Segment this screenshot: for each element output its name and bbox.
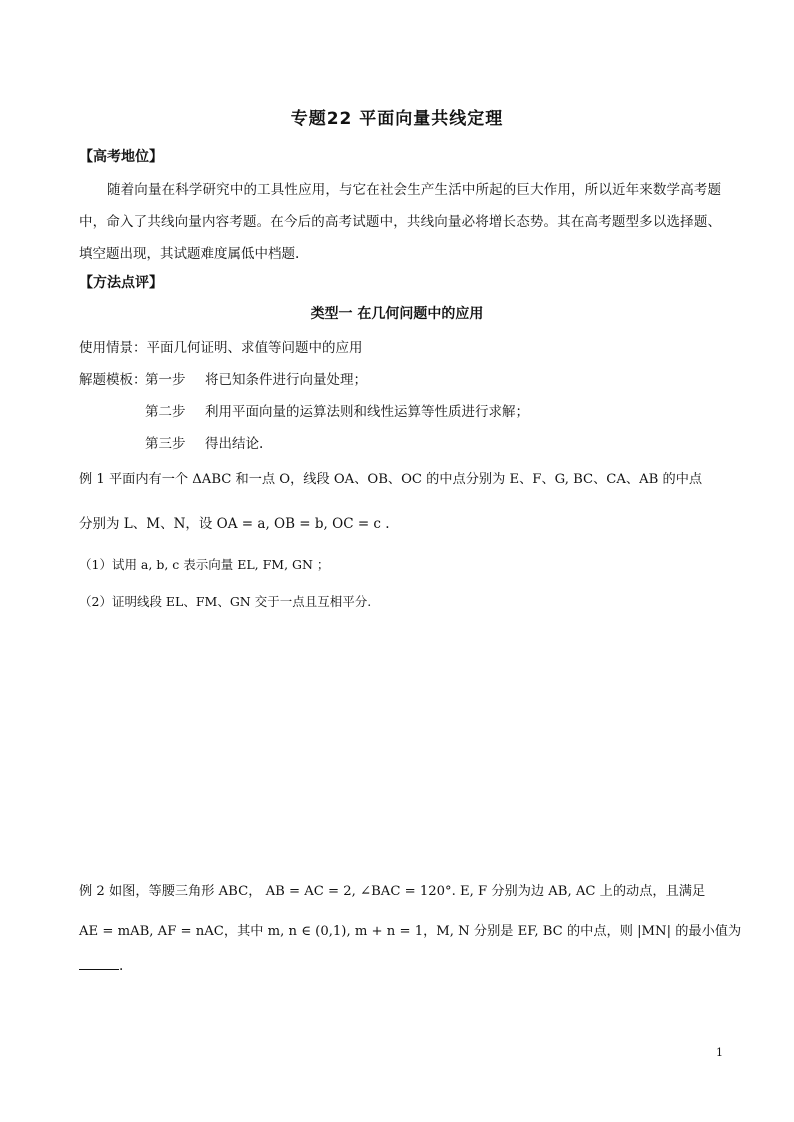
section-heading-method: 【方法点评】: [79, 275, 163, 291]
example1-line1: 例 1 平面内有一个 ΔABC 和一点 O，线段 OA、OB、OC 的中点分别为 E、F、G, BC、CA、AB 的中点: [79, 472, 703, 487]
type1-heading: 类型一 在几何问题中的应用: [310, 306, 484, 322]
page-number: 1: [716, 1046, 723, 1059]
example1-question2: （2）证明线段 EL、FM、GN 交于一点且互相平分.: [79, 594, 372, 609]
section-heading-position: 【高考地位】: [79, 149, 163, 165]
example1-line2: 分别为 L、M、N，设 OA = a, OB = b, OC = c .: [79, 516, 390, 532]
step-3-text: 得出结论.: [205, 436, 264, 452]
usage-line: 使用情景：平面几何证明、求值等问题中的应用: [79, 340, 363, 356]
step-3-num: 第三步: [145, 436, 186, 452]
example2-line2: AE = mAB, AF = nAC，其中 m, n ∈ (0,1), m + n = 1，M, N 分别是 EF, BC 的中点，则 |MN| 的最小值为: [79, 924, 742, 939]
step-2-num: 第二步: [145, 404, 186, 420]
intro-paragraph: 随着向量在科学研究中的工具性应用，与它在社会生产生活中所起的巨大作用，所以近年来数学高考题中，命入了共线向量内容考题。在今后的高考试题中，共线向量必将增长态势。其在高考题型多以选择题、填空题出现，其试题难度属低中档题.: [79, 182, 721, 262]
template-label: 解题模板：: [79, 372, 147, 388]
example2-line1: 例 2 如图，等腰三角形 ABC， AB = AC = 2, ∠BAC = 120°. E, F 分别为边 AB, AC 上的动点，且满足: [79, 884, 706, 899]
step-1-text: 将已知条件进行向量处理；: [205, 372, 367, 388]
example2-line3: .: [119, 958, 124, 974]
step-2-text: 利用平面向量的运算法则和线性运算等性质进行求解；: [205, 404, 529, 420]
page-title: 专题22 平面向量共线定理: [290, 109, 504, 129]
example2-answer-line: [79, 958, 123, 974]
step-1-num: 第一步: [145, 372, 186, 388]
answer-blank: [79, 959, 119, 970]
example1-question1: （1）试用 a, b, c 表示向量 EL, FM, GN ；: [79, 557, 330, 572]
